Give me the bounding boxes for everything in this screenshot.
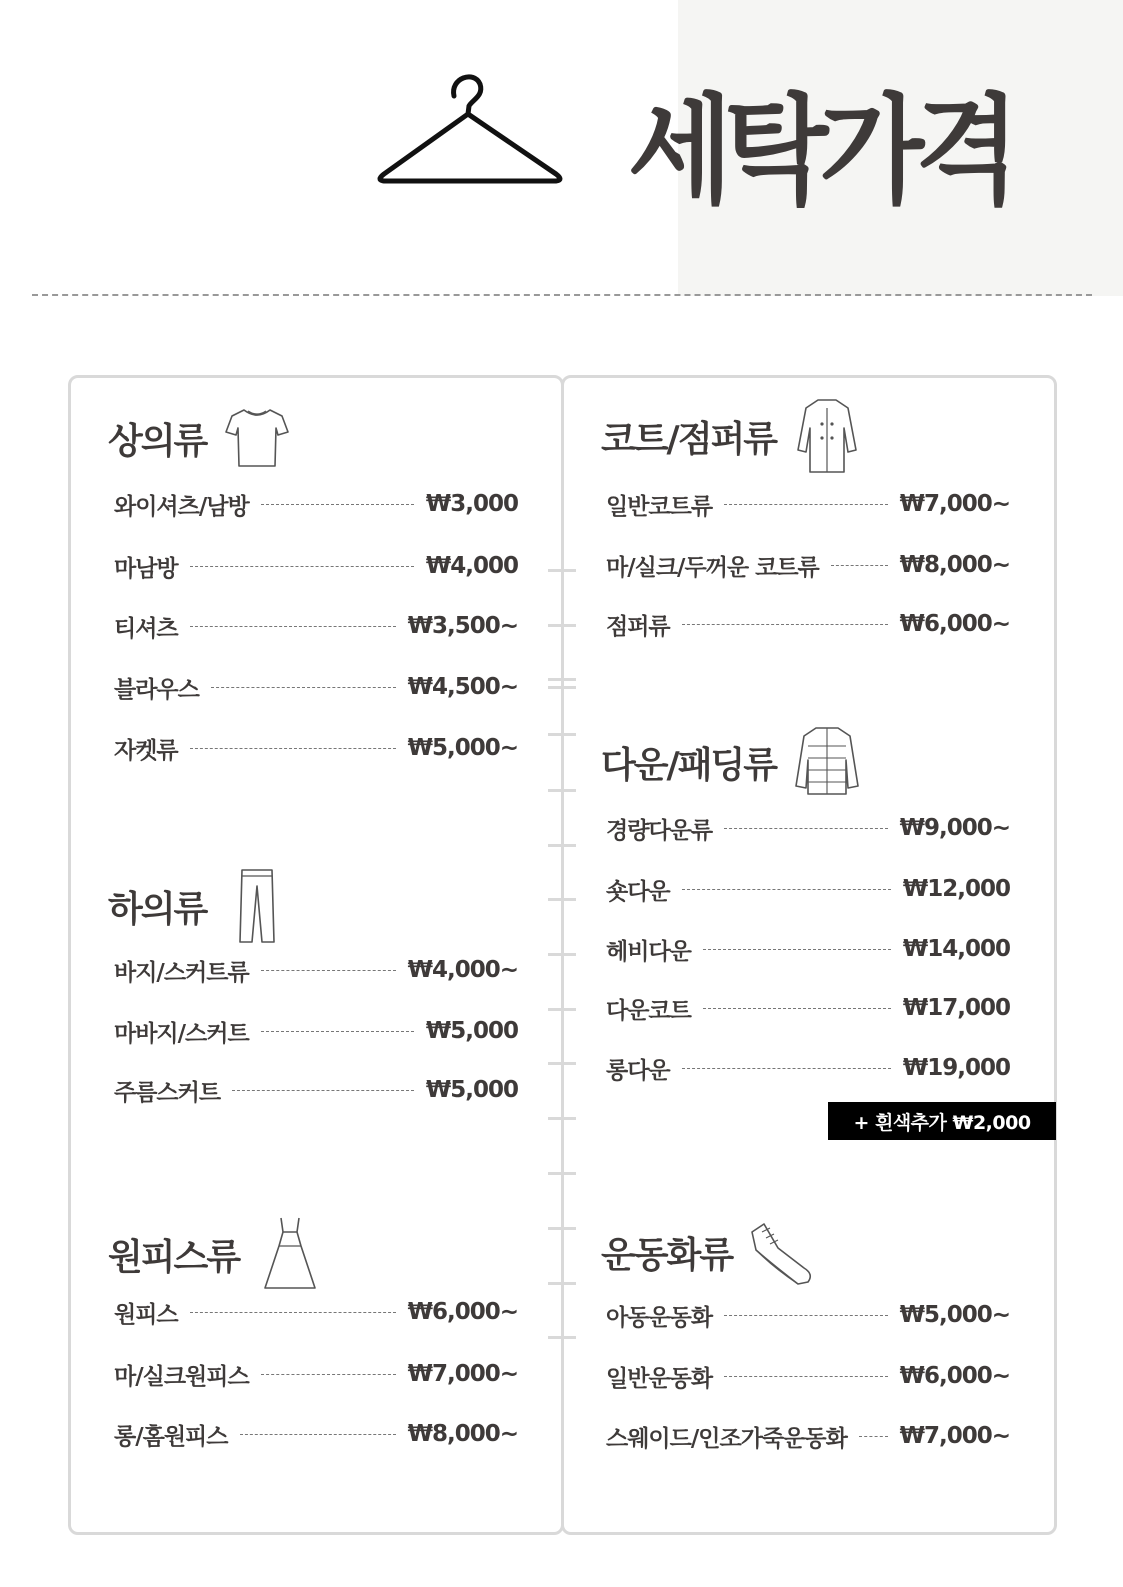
- price-item: 아동운동화 ₩5,000~: [606, 1302, 1010, 1331]
- section-shoes: [601, 1212, 818, 1292]
- section-tops: [108, 398, 292, 478]
- price-item: 자켓류 ₩5,000~: [114, 735, 518, 764]
- section-title-down: 다운/패딩류: [601, 744, 777, 786]
- price-item: 다운코트 ₩17,000: [606, 995, 1010, 1024]
- binder-ring: [548, 953, 576, 956]
- binder-ring: [548, 1062, 576, 1065]
- binder-ring: [548, 1117, 576, 1120]
- binder-ring: [548, 1227, 576, 1230]
- section-title-shoes: 운동화류: [601, 1234, 733, 1276]
- white-surcharge-badge: + 흰색추가 ₩2,000: [828, 1102, 1056, 1140]
- price-item: 와이셔츠/남방 ₩3,000: [114, 491, 518, 520]
- coat-icon: [792, 398, 862, 474]
- puffer-jacket-icon: [792, 724, 862, 800]
- binder-ring: [548, 569, 576, 572]
- hanger-icon: [376, 70, 566, 186]
- binder-ring: [548, 789, 576, 792]
- price-item: 원피스 ₩6,000~: [114, 1299, 518, 1328]
- binder-ring: [548, 733, 576, 736]
- price-item: 일반운동화 ₩6,000~: [606, 1363, 1010, 1392]
- binder-ring: [548, 678, 576, 681]
- price-item: 바지/스커트류 ₩4,000~: [114, 957, 518, 986]
- price-item: 롱/홈원피스 ₩8,000~: [114, 1421, 518, 1450]
- pants-icon: [222, 868, 292, 944]
- section-bottoms: [108, 866, 292, 946]
- price-item: 숏다운 ₩12,000: [606, 876, 1010, 905]
- section-down: [601, 722, 862, 802]
- title-divider: [32, 294, 1092, 296]
- binder-ring: [548, 844, 576, 847]
- tshirt-icon: [222, 400, 292, 476]
- price-item: 일반코트류 ₩7,000~: [606, 491, 1010, 520]
- price-item: 마/실크/두꺼운 코트류 ₩8,000~: [606, 552, 1010, 581]
- price-item: 마남방 ₩4,000: [114, 553, 518, 582]
- price-item: 블라우스 ₩4,500~: [114, 674, 518, 703]
- section-title-dresses: 원피스류: [108, 1236, 240, 1278]
- binder-ring: [548, 1282, 576, 1285]
- price-item: 티셔츠 ₩3,500~: [114, 613, 518, 642]
- section-dresses: [108, 1214, 325, 1294]
- binder-ring: [548, 686, 576, 689]
- section-title-tops: 상의류: [108, 420, 207, 462]
- price-item: 헤비다운 ₩14,000: [606, 936, 1010, 965]
- binder-ring: [548, 1336, 576, 1339]
- section-coats: [601, 396, 862, 476]
- price-item: 점퍼류 ₩6,000~: [606, 611, 1010, 640]
- price-item: 경량다운류 ₩9,000~: [606, 815, 1010, 844]
- binder-ring: [548, 1008, 576, 1011]
- section-title-coats: 코트/점퍼류: [601, 418, 777, 460]
- binder-ring: [548, 624, 576, 627]
- price-item: 롱다운 ₩19,000: [606, 1055, 1010, 1084]
- binder-ring: [548, 898, 576, 901]
- sneaker-icon: [748, 1214, 818, 1290]
- price-item: 마/실크원피스 ₩7,000~: [114, 1361, 518, 1390]
- price-item: 마바지/스커트 ₩5,000: [114, 1018, 518, 1047]
- price-item: 스웨이드/인조가죽운동화 ₩7,000~: [606, 1423, 1010, 1452]
- binder-ring: [548, 1172, 576, 1175]
- page-title: 세탁가격: [628, 82, 1011, 220]
- price-item: 주름스커트 ₩5,000: [114, 1077, 518, 1106]
- section-title-bottoms: 하의류: [108, 888, 207, 930]
- dress-icon: [255, 1216, 325, 1292]
